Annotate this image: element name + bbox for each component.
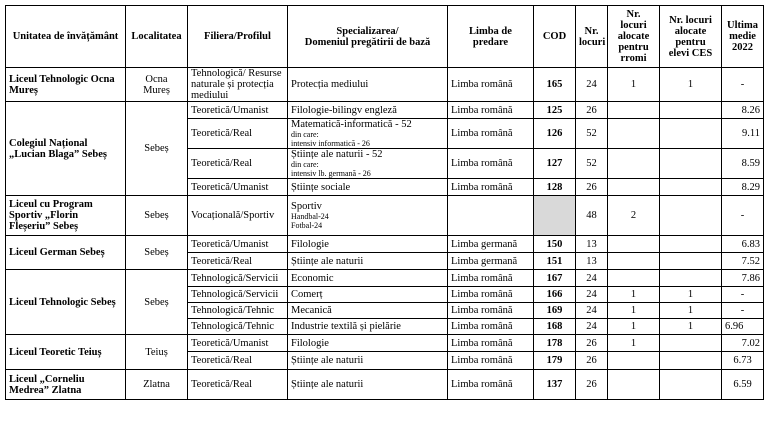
cell-rromi: [608, 236, 660, 253]
cell-locuri: 26: [576, 370, 608, 400]
cell-ces: [660, 119, 722, 149]
cell-medie: 9.11: [722, 119, 764, 149]
table-row: [6, 102, 764, 119]
cell-ces: [660, 179, 722, 196]
admission-table: [5, 5, 764, 400]
cell-limba: Limba română: [448, 68, 534, 102]
table-row: [6, 68, 764, 102]
cell-locuri: 24: [576, 319, 608, 335]
cell-spec: Mecanică: [288, 303, 448, 319]
table-row: [6, 370, 764, 400]
cell-rromi: 1: [608, 68, 660, 102]
cell-spec: Științe ale naturii: [288, 253, 448, 270]
cell-cod: 151: [534, 253, 576, 270]
cell-ces: [660, 196, 722, 236]
header-row: [6, 6, 764, 68]
school-locality: Zlatna: [126, 370, 188, 400]
school-locality: Sebeș: [126, 236, 188, 270]
cell-ces: [660, 335, 722, 352]
cell-medie: -: [722, 287, 764, 303]
admission-table-container: [5, 5, 763, 400]
cell-medie: -: [722, 303, 764, 319]
cell-limba: Limba română: [448, 370, 534, 400]
cell-locuri: 48: [576, 196, 608, 236]
header-unitatea: Unitatea de învățământ: [6, 6, 126, 68]
cell-cod: 150: [534, 236, 576, 253]
cell-locuri: 24: [576, 287, 608, 303]
school-name: Liceul Teoretic Teiuș: [6, 335, 126, 370]
cell-limba: Limba română: [448, 335, 534, 352]
cell-spec: Științe ale naturii - 52 din care: intensiv lb. germană - 26: [288, 149, 448, 179]
cell-ces: 1: [660, 319, 722, 335]
cell-filiera: Teoretică/Real: [188, 352, 288, 370]
cell-rromi: [608, 179, 660, 196]
cell-ces: 1: [660, 68, 722, 102]
cell-limba: [448, 196, 534, 236]
cell-filiera: Vocațională/Sportiv: [188, 196, 288, 236]
cell-medie: 6.96: [722, 319, 764, 335]
table-row: [6, 236, 764, 253]
school-name: Liceul German Sebeș: [6, 236, 126, 270]
cell-limba: Limba română: [448, 102, 534, 119]
cell-spec: Industrie textilă și pielărie: [288, 319, 448, 335]
cell-ces: [660, 253, 722, 270]
school-locality: Teiuș: [126, 335, 188, 370]
school-name: Liceul Tehnologic Ocna Mureș: [6, 68, 126, 102]
cell-rromi: [608, 352, 660, 370]
cell-ces: 1: [660, 303, 722, 319]
cell-spec: Matematică-informatică - 52 din care: intensiv informatică - 26: [288, 119, 448, 149]
header-limba: Limba de predare: [448, 6, 534, 68]
cell-cod: 137: [534, 370, 576, 400]
cell-medie: 7.02: [722, 335, 764, 352]
cell-locuri: 52: [576, 149, 608, 179]
cell-cod: 167: [534, 270, 576, 287]
cell-rromi: [608, 119, 660, 149]
cell-rromi: 1: [608, 335, 660, 352]
cell-locuri: 26: [576, 352, 608, 370]
cell-cod: 125: [534, 102, 576, 119]
cell-filiera: Teoretică/Real: [188, 253, 288, 270]
cell-locuri: 26: [576, 335, 608, 352]
cell-limba: Limba română: [448, 149, 534, 179]
cell-medie: 6.59: [722, 370, 764, 400]
header-ces: Nr. locuri alocate pentru elevi CES: [660, 6, 722, 68]
school-name: Liceul cu Program Sportiv „Florin Fleșeriu” Sebeș: [6, 196, 126, 236]
school-locality: Sebeș: [126, 196, 188, 236]
cell-rromi: 2: [608, 196, 660, 236]
school-name: Colegiul Național „Lucian Blaga” Sebeș: [6, 102, 126, 196]
cell-locuri: 24: [576, 270, 608, 287]
cell-cod: [534, 196, 576, 236]
cell-filiera: Tehnologică/Tehnic: [188, 319, 288, 335]
cell-ces: [660, 352, 722, 370]
cell-filiera: Tehnologică/ Resurse naturale și protecția mediului: [188, 68, 288, 102]
cell-cod: 179: [534, 352, 576, 370]
cell-cod: 168: [534, 319, 576, 335]
cell-filiera: Tehnologică/Tehnic: [188, 303, 288, 319]
cell-cod: 178: [534, 335, 576, 352]
header-locuri: Nr. locuri: [576, 6, 608, 68]
cell-cod: 126: [534, 119, 576, 149]
header-localitatea: Localitatea: [126, 6, 188, 68]
header-medie: Ultima medie 2022: [722, 6, 764, 68]
cell-cod: 169: [534, 303, 576, 319]
cell-spec: Filologie-bilingv engleză: [288, 102, 448, 119]
cell-medie: 8.29: [722, 179, 764, 196]
cell-spec: Științe ale naturii: [288, 370, 448, 400]
cell-medie: -: [722, 196, 764, 236]
cell-locuri: 13: [576, 253, 608, 270]
header-cod: COD: [534, 6, 576, 68]
cell-spec: Economic: [288, 270, 448, 287]
table-row: [6, 196, 764, 236]
cell-limba: Limba română: [448, 287, 534, 303]
table-row: [6, 335, 764, 352]
cell-locuri: 26: [576, 179, 608, 196]
cell-rromi: [608, 270, 660, 287]
cell-spec: Sportiv Handbal-24 Fotbal-24: [288, 196, 448, 236]
cell-filiera: Teoretică/Umanist: [188, 102, 288, 119]
table-row: [6, 270, 764, 287]
cell-spec: Științe ale naturii: [288, 352, 448, 370]
cell-spec: Filologie: [288, 236, 448, 253]
cell-ces: [660, 236, 722, 253]
cell-locuri: 26: [576, 102, 608, 119]
cell-medie: 6.73: [722, 352, 764, 370]
cell-ces: [660, 149, 722, 179]
header-rromi: Nr. locuri alocate pentru rromi: [608, 6, 660, 68]
cell-ces: 1: [660, 287, 722, 303]
cell-limba: Limba română: [448, 319, 534, 335]
cell-filiera: Teoretică/Umanist: [188, 236, 288, 253]
cell-spec: Filologie: [288, 335, 448, 352]
cell-rromi: [608, 102, 660, 119]
cell-medie: -: [722, 68, 764, 102]
header-filiera: Filiera/Profilul: [188, 6, 288, 68]
cell-medie: 7.86: [722, 270, 764, 287]
cell-spec: Comerț: [288, 287, 448, 303]
header-specializarea: Specializarea/ Domeniul pregătirii de bază: [288, 6, 448, 68]
cell-rromi: 1: [608, 303, 660, 319]
cell-limba: Limba română: [448, 119, 534, 149]
cell-locuri: 24: [576, 68, 608, 102]
cell-filiera: Teoretică/Umanist: [188, 179, 288, 196]
cell-filiera: Tehnologică/Servicii: [188, 287, 288, 303]
school-locality: Sebeș: [126, 270, 188, 335]
cell-limba: Limba germană: [448, 253, 534, 270]
cell-medie: 6.83: [722, 236, 764, 253]
school-name: Liceul Tehnologic Sebeș: [6, 270, 126, 335]
cell-cod: 127: [534, 149, 576, 179]
cell-limba: Limba română: [448, 270, 534, 287]
cell-rromi: [608, 370, 660, 400]
cell-medie: 8.59: [722, 149, 764, 179]
cell-locuri: 52: [576, 119, 608, 149]
cell-spec: Științe sociale: [288, 179, 448, 196]
cell-limba: Limba română: [448, 303, 534, 319]
cell-rromi: 1: [608, 319, 660, 335]
school-name: Liceul „Corneliu Medrea” Zlatna: [6, 370, 126, 400]
cell-medie: 8.26: [722, 102, 764, 119]
cell-limba: Limba germană: [448, 236, 534, 253]
cell-limba: Limba română: [448, 179, 534, 196]
cell-cod: 165: [534, 68, 576, 102]
school-locality: Sebeș: [126, 102, 188, 196]
cell-medie: 7.52: [722, 253, 764, 270]
cell-locuri: 24: [576, 303, 608, 319]
cell-filiera: Teoretică/Real: [188, 370, 288, 400]
cell-spec: Protecția mediului: [288, 68, 448, 102]
cell-filiera: Teoretică/Real: [188, 119, 288, 149]
cell-rromi: [608, 149, 660, 179]
cell-rromi: 1: [608, 287, 660, 303]
school-locality: Ocna Mureș: [126, 68, 188, 102]
cell-filiera: Teoretică/Umanist: [188, 335, 288, 352]
cell-cod: 166: [534, 287, 576, 303]
cell-ces: [660, 370, 722, 400]
cell-ces: [660, 270, 722, 287]
cell-limba: Limba română: [448, 352, 534, 370]
cell-cod: 128: [534, 179, 576, 196]
cell-filiera: Tehnologică/Servicii: [188, 270, 288, 287]
cell-locuri: 13: [576, 236, 608, 253]
cell-ces: [660, 102, 722, 119]
cell-filiera: Teoretică/Real: [188, 149, 288, 179]
cell-rromi: [608, 253, 660, 270]
